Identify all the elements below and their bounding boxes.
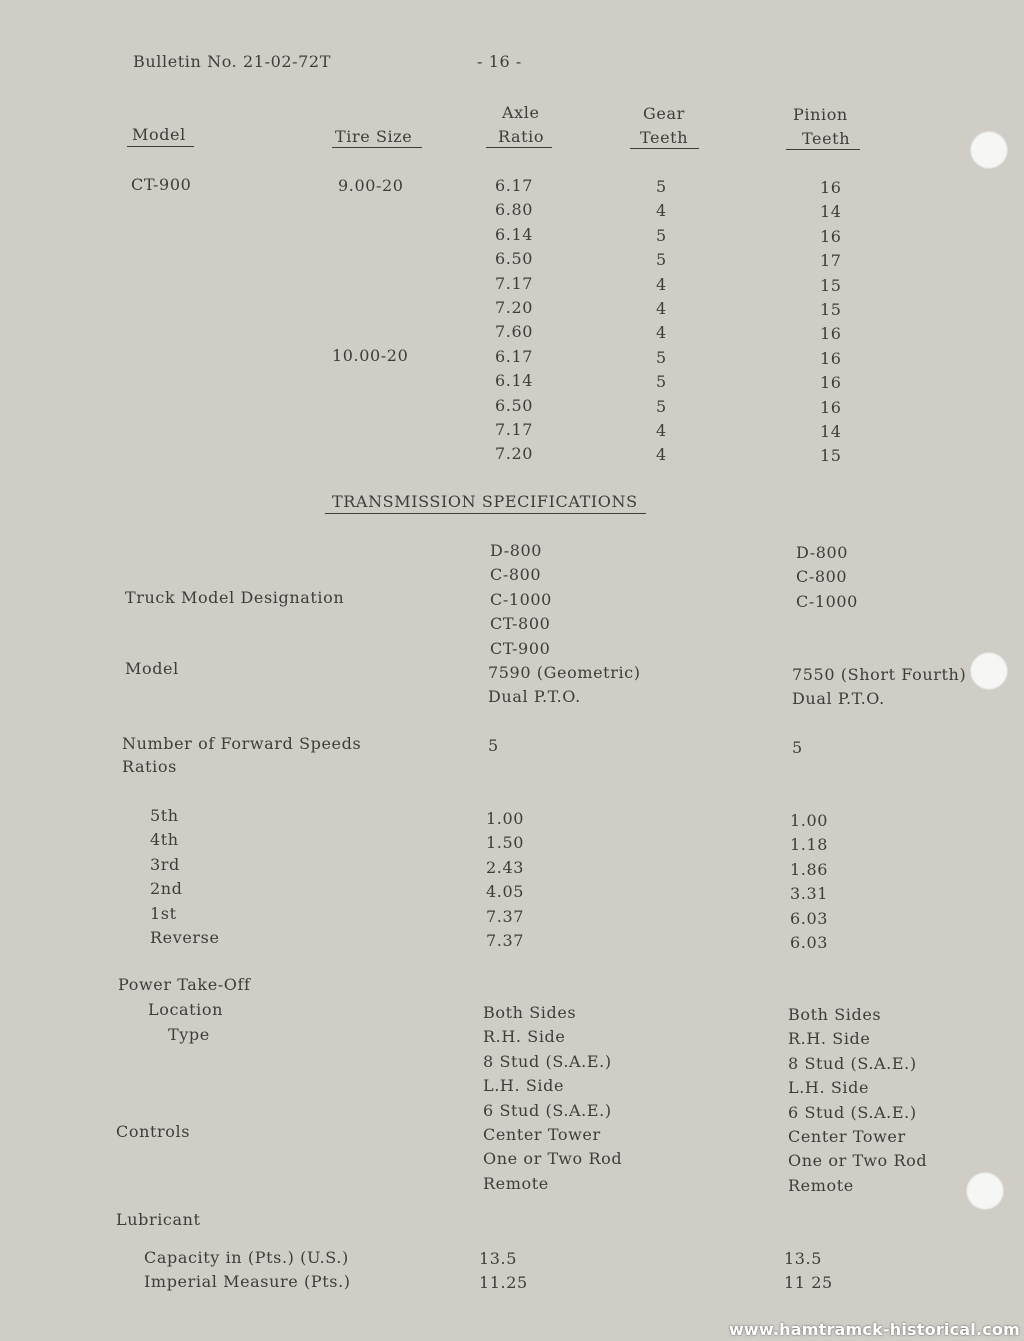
col2-ratio: 1.86 [790,859,829,879]
pinion-teeth-cell: 16 [820,348,842,368]
col1-truck-model: C-800 [490,565,542,585]
col1-ratios [486,807,524,953]
gear-teeth-cell: 5 [656,347,667,367]
header-pinion-bottom: Teeth [802,129,851,148]
col1-pto [483,1001,622,1196]
col2-pto-line: 6 Stud (S.A.E.) [788,1102,917,1122]
col1-model-line: Dual P.T.O. [488,687,581,707]
gear-teeth-cell: 4 [656,420,667,440]
punch-hole-bottom [966,1172,1004,1210]
col2-pto-line: Center Tower [788,1126,906,1146]
header-model-underline [127,146,194,147]
col2-ratio: 6.03 [790,908,829,928]
gear-label: 5th [150,806,179,825]
col1-pto-line: 6 Stud (S.A.E.) [483,1100,612,1120]
gear-label: 4th [150,830,179,850]
axle-ratio-cell: 6.17 [495,176,534,195]
col1-truck-model: CT-900 [490,638,551,658]
gear-teeth-cell: 4 [656,201,667,221]
punch-hole-middle [970,652,1008,690]
page-number: - 16 - [477,52,522,71]
label-model: Model [125,659,179,678]
axle-ratio-cell: 6.17 [495,346,534,366]
label-lubricant: Lubricant [116,1210,201,1229]
col2-imperial: 11 25 [784,1273,833,1292]
header-axle-underline [486,147,552,148]
col2-ratios [790,809,828,955]
axle-ratio-cell: 7.20 [495,444,534,464]
col1-pto-line: R.H. Side [483,1027,566,1047]
axle-ratio-cell: 6.50 [495,395,534,415]
col1-ratio: 1.50 [486,833,525,853]
col1-truck-models [490,539,552,661]
col1-ratio: 2.43 [486,857,525,877]
header-tire-size: Tire Size [335,127,413,146]
pinion-teeth-cell: 15 [820,275,842,295]
col1-truck-model: CT-800 [490,614,551,634]
col1-ratio: 7.37 [486,930,525,950]
bulletin-number: Bulletin No. 21-02-72T [133,52,331,71]
gear-teeth-cell: 4 [656,445,667,465]
col2-pto-line: Both Sides [788,1005,882,1024]
tire-size-1: 9.00-20 [338,176,404,195]
col2-truck-models [796,541,858,614]
gear-teeth-cell: 5 [656,177,667,196]
col2-model [792,663,966,712]
axle-ratio-cell: 6.14 [495,224,534,244]
axle-ratio-cell: 6.80 [495,200,534,220]
axle-ratio-cell: 7.17 [495,273,534,293]
col2-ratio: 3.31 [790,884,829,904]
gear-teeth-cell: 5 [656,225,667,245]
header-pinion-underline [786,149,860,150]
col1-speeds: 5 [488,736,499,755]
gear-teeth-cell: 4 [656,298,667,318]
col1-imperial: 11.25 [479,1273,528,1292]
pinion-teeth-column [820,176,842,469]
pinion-teeth-cell: 16 [820,226,842,246]
header-gear-bottom: Teeth [640,128,689,147]
label-forward-speeds: Number of Forward Speeds [122,734,362,753]
label-location: Location [148,1000,224,1019]
col2-ratio: 1.00 [790,811,829,830]
gear-teeth-cell: 4 [656,323,667,343]
label-imperial: Imperial Measure (Pts.) [144,1272,351,1291]
gear-teeth-cell: 5 [656,250,667,270]
header-pinion-top: Pinion [793,105,848,124]
header-axle-top: Axle [502,103,540,122]
col1-pto-line: L.H. Side [483,1076,565,1096]
col2-ratio: 1.18 [790,835,829,855]
col2-truck-model: C-800 [796,567,848,587]
gear-label: Reverse [150,927,220,947]
col2-truck-model: C-1000 [796,591,858,611]
col2-truck-model: D-800 [796,543,849,562]
col2-model-line: 7550 (Short Fourth) [792,665,967,684]
col1-model-line: 7590 (Geometric) [488,663,641,682]
axle-ratio-cell: 7.17 [495,419,534,439]
col1-pto-line: 8 Stud (S.A.E.) [483,1051,612,1071]
gear-teeth-cell: 4 [656,274,667,294]
pinion-teeth-cell: 16 [820,178,842,197]
col1-capacity: 13.5 [479,1249,518,1268]
col1-truck-model: D-800 [490,541,543,560]
col2-pto-line: R.H. Side [788,1029,871,1049]
gear-teeth-column [656,175,667,468]
gear-labels [150,804,220,950]
col2-pto-line: One or Two Rod [788,1151,928,1171]
watermark: www.hamtramck-historical.com [728,1320,1020,1339]
axle-ratio-cell: 6.14 [495,371,534,391]
col1-pto-line: Remote [483,1173,549,1193]
col1-ratio: 7.37 [486,906,525,926]
axle-ratio-cell: 7.60 [495,322,534,342]
col2-model-line: Dual P.T.O. [792,689,885,709]
col2-pto-line: 8 Stud (S.A.E.) [788,1053,917,1073]
pinion-teeth-cell: 17 [820,251,842,271]
axle-ratio-cell: 7.20 [495,297,534,317]
header-gear-top: Gear [643,104,685,123]
col1-ratio: 1.00 [486,809,525,828]
col1-model [488,661,641,710]
col1-pto-line: One or Two Rod [483,1149,623,1169]
label-controls: Controls [116,1122,191,1141]
header-tire-size-underline [332,147,422,148]
col1-truck-model: C-1000 [490,589,552,609]
col1-pto-line: Center Tower [483,1124,601,1144]
pinion-teeth-cell: 14 [820,202,842,222]
label-ratios: Ratios [122,757,177,776]
header-model: Model [132,125,186,144]
col2-pto-line: L.H. Side [788,1078,870,1098]
pinion-teeth-cell: 15 [820,446,842,466]
gear-label: 2nd [150,879,183,899]
col2-speeds: 5 [792,738,803,757]
gear-teeth-cell: 5 [656,372,667,392]
header-gear-underline [630,148,699,149]
axle-ratio-column [495,174,533,467]
punch-hole-top [970,131,1008,169]
gear-label: 3rd [150,854,180,874]
col2-capacity: 13.5 [784,1249,823,1268]
section-title: TRANSMISSION SPECIFICATIONS [332,492,638,511]
header-axle-bottom: Ratio [498,127,545,146]
pinion-teeth-cell: 16 [820,373,842,393]
gear-label: 1st [150,903,177,923]
col2-pto-line: Remote [788,1175,854,1195]
label-truck-model: Truck Model Designation [125,588,345,607]
label-type: Type [168,1025,210,1044]
pinion-teeth-cell: 16 [820,397,842,417]
gear-teeth-cell: 5 [656,396,667,416]
col1-ratio: 4.05 [486,882,525,902]
label-pto: Power Take-Off [118,975,251,994]
model-value: CT-900 [131,175,192,194]
col2-ratio: 6.03 [790,932,829,952]
col1-pto-line: Both Sides [483,1003,577,1022]
pinion-teeth-cell: 16 [820,324,842,344]
axle-ratio-cell: 6.50 [495,249,534,269]
pinion-teeth-cell: 15 [820,299,842,319]
pinion-teeth-cell: 14 [820,421,842,441]
label-capacity: Capacity in (Pts.) (U.S.) [144,1248,349,1267]
tire-size-2: 10.00-20 [332,346,409,365]
section-title-underline [325,513,646,514]
col2-pto [788,1003,927,1198]
